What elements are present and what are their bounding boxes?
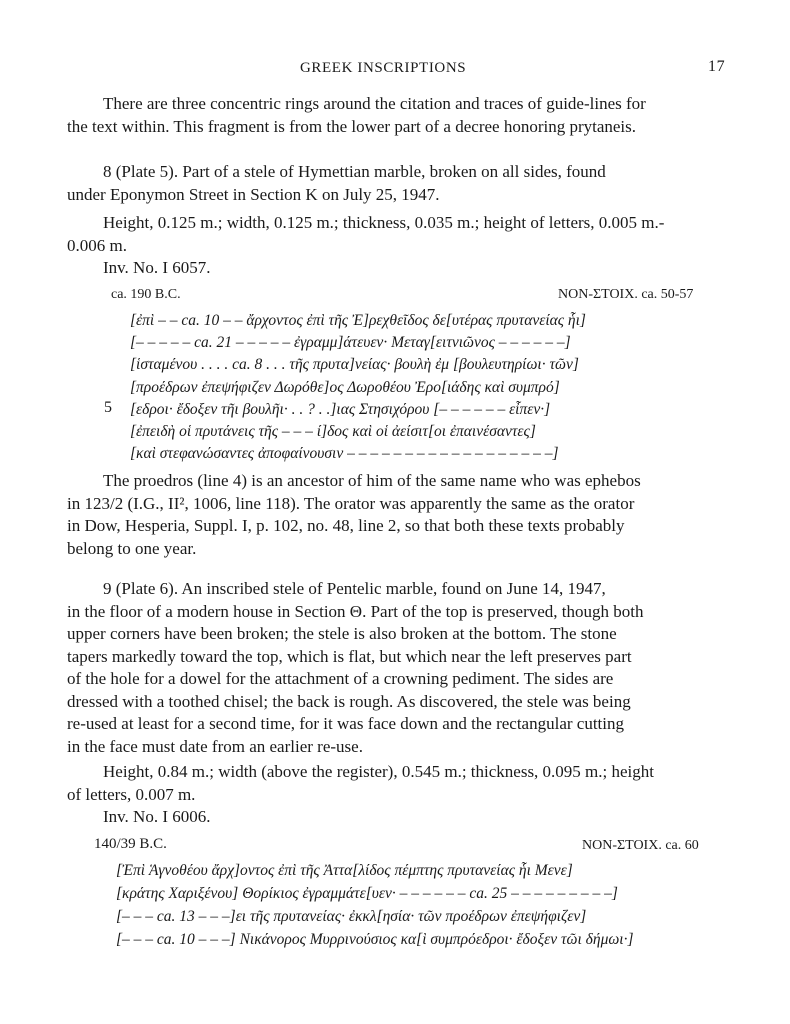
entry-8-dimensions (67, 212, 727, 280)
text-line: tapers markedly toward the top, which is flat, but which near the left preserves part (67, 646, 632, 666)
text-line: 0.006 m. (67, 235, 127, 255)
entry-8-format: NON-ΣTOIX. ca. 50-57 (558, 287, 694, 302)
line-number: 5 (104, 399, 112, 416)
entry-8-inscription (130, 310, 730, 465)
text-line: of letters, 0.007 m. (67, 784, 196, 804)
text-line: There are three concentric rings around the citation and traces of guide-lines for (103, 94, 646, 113)
inscription-line: [ἐπειδὴ οἱ πρυτάνεις τῆς – – – ί]δος καὶ οἱ ἀείσιτ[οι ἐπαινέσαντες] (130, 423, 536, 441)
text-line: of the hole for a dowel for the attachment of a crowning pediment. The sides are (67, 669, 614, 688)
inscription-line: [– – – ca. 13 – – –]ει τῆς πρυτανείας· ἐκκλ[ησία· τῶν προέδρων ἐπεψήφιζεν] (116, 908, 587, 925)
entry-9-description (67, 578, 727, 758)
inscription-line: [Ἐπὶ Ἁγνοθέου ἄρχ]οντος ἐπὶ τῆς Ἀττα[λίδος πέμπτης πρυτανείας ἧι Μενε] (116, 862, 573, 879)
page-number: 17 (708, 58, 726, 75)
text-line: belong to one year. (67, 538, 197, 558)
text-line: dressed with a toothed chisel; the back is rough. As discovered, the stele was being (67, 691, 631, 711)
running-header (0, 58, 790, 80)
inscription-line: [εδροι· ἔδοξεν τῆι βουλῆι· . . ? . .]ιας Στησιχόρου [– – – – – – εἶπεν·] (130, 400, 551, 418)
text-line: The proedros (line 4) is an ancestor of him of the same name who was ephebos (103, 471, 641, 490)
text-line: in the face must date from an earlier re-use. (67, 736, 363, 756)
inscription-line: [– – – ca. 10 – – –] Νικάνορος Μυρρινούσιος κα[ὶ συμπρόεδροι· ἔδοξεν τῶι δήμωι·] (116, 931, 634, 948)
text-line: upper corners have been broken; the stele is also broken at the bottom. The stone (67, 624, 617, 643)
entry-8-date: ca. 190 B.C. (111, 287, 181, 302)
text-line: 9 (Plate 6). An inscribed stele of Pentelic marble, found on June 14, 1947, (103, 579, 606, 598)
text-line: re-used at least for a second time, for it was face down and the rectangular cutting (67, 714, 624, 733)
entry-9-dimensions (67, 761, 727, 829)
intro-paragraph (67, 93, 727, 138)
inventory-number: Inv. No. I 6006. (103, 807, 211, 826)
text-line: under Eponymon Street in Section K on July 25, 1947. (67, 184, 440, 204)
entry-9-inscription (116, 859, 736, 951)
inscription-line: [κράτης Χαριξένου] Θορίκιος ἐγραμμάτε[υεν· – – – – – – ca. 25 – – – – – – – – –] (116, 885, 618, 902)
text-line: Height, 0.84 m.; width (above the register), 0.545 m.; thickness, 0.095 m.; height (103, 762, 654, 781)
inscription-line: [καὶ στεφανώσαντες ἀποφαίνουσιν – – – – – – – – – – – – – – – – – –] (130, 445, 559, 463)
text-line: Height, 0.125 m.; width, 0.125 m.; thickness, 0.035 m.; height of letters, 0.005 m.- (103, 213, 665, 232)
inscription-line: [ἐπὶ – – ca. 10 – – ἄρχοντος ἐπὶ τῆς Ἐ]ρεχθεῖδος δε[υτέρας πρυτανείας ἧι] (130, 312, 586, 329)
text-line: in 123/2 (I.G., II², 1006, line 118). The orator was apparently the same as the orator (67, 493, 635, 513)
entry-9-date: 140/39 B.C. (94, 836, 167, 852)
inscription-line: [προέδρων ἐπεψήφιζεν Δωρόθε]ος Δωροθέου Ἐρο[ιάδης καὶ συμπρό] (130, 378, 560, 396)
text-line: in the floor of a modern house in Section Θ. Part of the top is preserved, though both (67, 601, 644, 621)
text-line: 8 (Plate 5). Part of a stele of Hymettian marble, broken on all sides, found (103, 162, 606, 181)
inscription-line: [– – – – – ca. 21 – – – – – ἐγραμμ]άτευεν· Μεταγ[ειτνιῶνος – – – – – –] (130, 334, 571, 352)
inscription-line: [ἱσταμένου . . . . ca. 8 . . . τῆς πρυτα]νείας· βουλὴ ἐμ [βουλευτηρίωι· τῶν] (130, 356, 579, 374)
text-line: the text within. This fragment is from the lower part of a decree honoring prytaneis. (67, 116, 637, 136)
inventory-number: Inv. No. I 6057. (103, 258, 211, 277)
entry-8-commentary (67, 470, 727, 560)
entry-9-format: NON-ΣTOIX. ca. 60 (582, 838, 699, 853)
running-title: GREEK INSCRIPTIONS (300, 60, 467, 76)
entry-8-description (67, 161, 727, 206)
text-line: in Dow, Hesperia, Suppl. I, p. 102, no. 48, line 2, so that both these texts probably (67, 516, 625, 535)
